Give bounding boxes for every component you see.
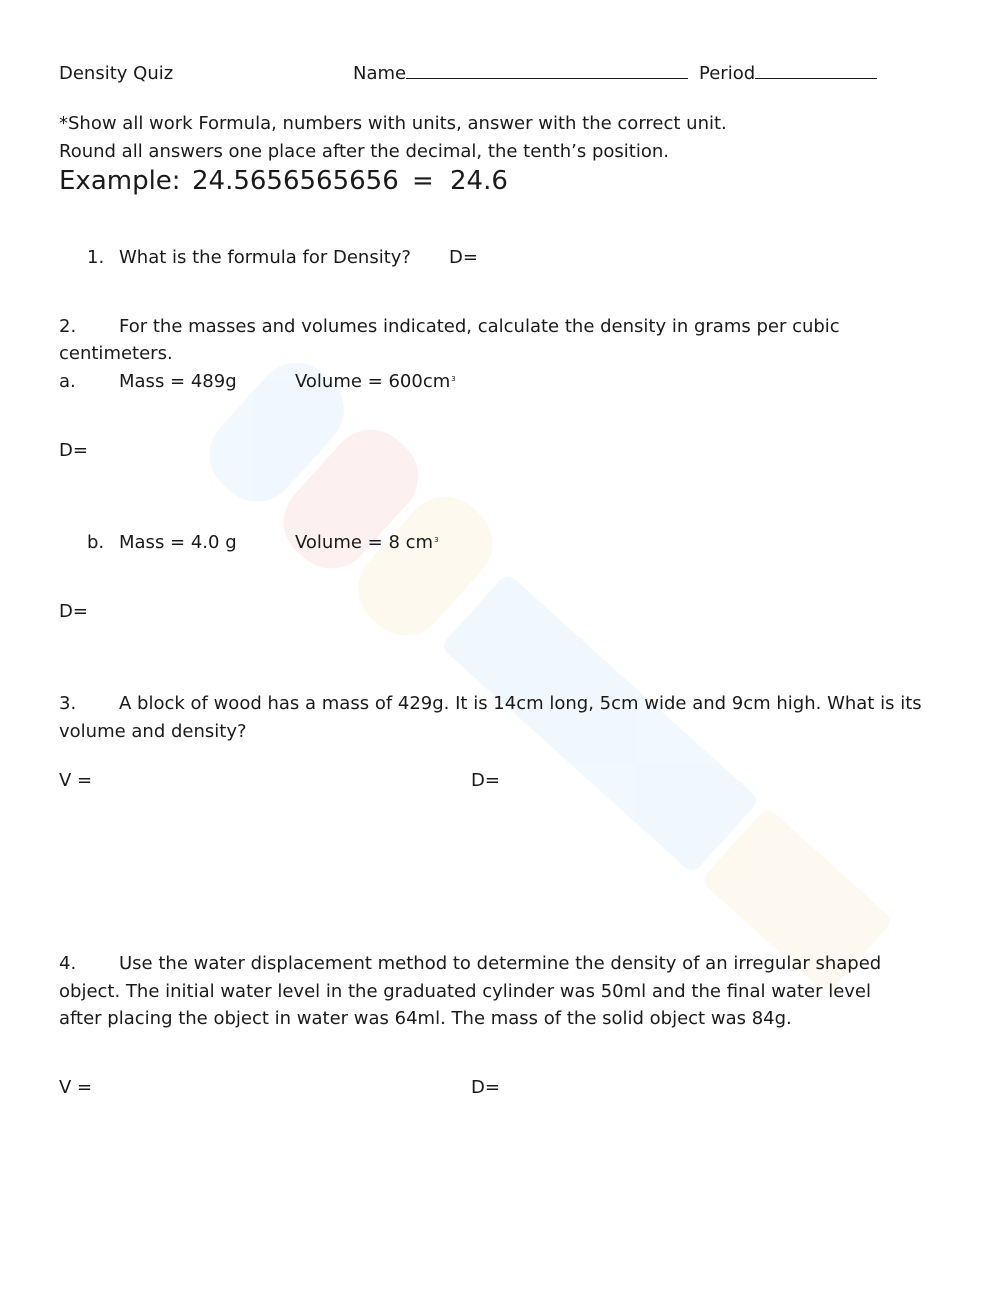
q2-number: 2. xyxy=(59,316,77,337)
q1-number: 1. xyxy=(87,247,105,268)
q4-density-label: D= xyxy=(471,1077,500,1098)
q4-text-line-3: after placing the object in water was 64ml. The mass of the solid object was 84g. xyxy=(59,1008,792,1029)
q3-density-label: D= xyxy=(471,770,500,791)
period-field[interactable] xyxy=(699,60,877,87)
q4-text-line-1: Use the water displacement method to determine the density of an irregular shaped xyxy=(119,953,882,974)
q3-number: 3. xyxy=(59,693,77,714)
q2a-volume xyxy=(295,368,456,395)
example-raw-value: 24.5656565656 xyxy=(192,166,399,196)
q2a-label: a. xyxy=(59,371,76,392)
example-equals: = xyxy=(412,166,434,196)
period-label: Period xyxy=(699,63,756,84)
q2b-mass: Mass = 4.0 g xyxy=(119,532,237,553)
instructions-line-2: Round all answers one place after the decimal, the tenth’s position. xyxy=(59,141,669,162)
q2a-volume-text: Volume = 600cm xyxy=(295,371,451,392)
q2b-volume xyxy=(295,529,439,556)
q2-text-line-1: For the masses and volumes indicated, calculate the density in grams per cubic xyxy=(119,316,840,337)
name-blank[interactable] xyxy=(406,60,688,79)
q1-answer-label: D= xyxy=(449,247,478,268)
q2b-volume-text: Volume = 8 cm xyxy=(295,532,434,553)
q2b-answer-label: D= xyxy=(59,601,88,622)
q4-text-line-2: object. The initial water level in the graduated cylinder was 50ml and the final water level xyxy=(59,981,872,1002)
name-field[interactable] xyxy=(353,60,688,87)
q4-volume-label: V = xyxy=(59,1077,93,1098)
q2b-label: b. xyxy=(87,532,105,553)
q2-text-line-2: centimeters. xyxy=(59,343,173,364)
example-rounded-value: 24.6 xyxy=(450,166,508,196)
instructions-line-1: *Show all work Formula, numbers with units, answer with the correct unit. xyxy=(59,113,727,134)
q3-text-line-2: volume and density? xyxy=(59,721,247,742)
period-blank[interactable] xyxy=(755,60,877,79)
name-label: Name xyxy=(353,63,407,84)
q4-number: 4. xyxy=(59,953,77,974)
q1-text: What is the formula for Density? xyxy=(119,247,411,268)
q2a-volume-exponent: 3 xyxy=(451,375,456,383)
q2a-mass: Mass = 489g xyxy=(119,371,237,392)
quiz-title: Density Quiz xyxy=(59,63,174,84)
q2a-answer-label: D= xyxy=(59,440,88,461)
q3-text-line-1: A block of wood has a mass of 429g. It is 14cm long, 5cm wide and 9cm high. What is its xyxy=(119,693,922,714)
q3-volume-label: V = xyxy=(59,770,93,791)
q2b-volume-exponent: 3 xyxy=(434,536,439,544)
example-label: Example: xyxy=(59,166,181,196)
